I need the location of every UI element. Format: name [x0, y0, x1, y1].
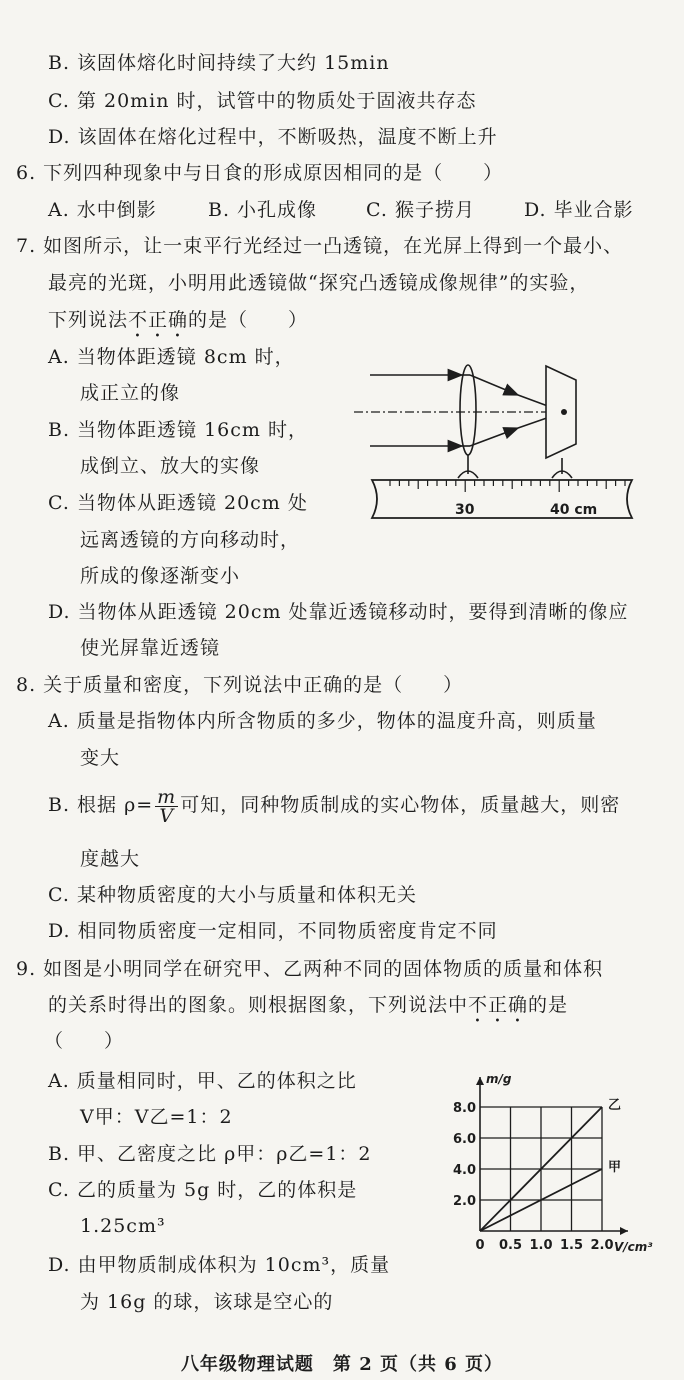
q7-option-d-line1: D. 当物体从距透镜 20cm 处靠近透镜移动时，要得到清晰的像应 — [48, 601, 629, 623]
mass-volume-chart — [440, 1060, 676, 1264]
q7-option-a-line2: 成正立的像 — [80, 382, 181, 404]
q5-option-b: B. 该固体熔化时间持续了大约 15min — [48, 52, 390, 74]
q9-option-b: B. 甲、乙密度之比 ρ甲：ρ乙=1：2 — [48, 1143, 372, 1165]
q6-option-b: B. 小孔成像 — [208, 199, 318, 221]
x-tick-label: 1.5 — [559, 1238, 584, 1253]
light-spot — [561, 409, 567, 415]
q7-option-c-line2: 远离透镜的方向移动时， — [80, 529, 301, 551]
q7-option-c-line3: 所成的像逐渐变小 — [80, 565, 241, 587]
x-axis-label: V/cm³ — [614, 1240, 653, 1254]
q7-stem-line2: 最亮的光斑，小明用此透镜做“探究凸透镜成像规律”的实验， — [48, 272, 590, 294]
q8-option-a-line2: 变大 — [80, 747, 121, 769]
q7-stem-line3: 下列说法不正确的是（ ） — [48, 309, 309, 331]
lens-figure — [350, 352, 650, 528]
q6-stem: 6. 下列四种现象中与日食的形成原因相同的是（ ） — [16, 162, 504, 184]
y-tick-label: 4.0 — [452, 1163, 476, 1178]
q9-option-c-line1: C. 乙的质量为 5g 时，乙的体积是 — [48, 1179, 358, 1201]
series-label: 甲 — [608, 1160, 622, 1175]
q7-option-c-line1: C. 当物体从距透镜 20cm 处 — [48, 492, 308, 514]
q7-option-d-line2: 使光屏靠近透镜 — [80, 637, 221, 659]
q8-option-b-line2: 度越大 — [80, 848, 141, 870]
series-label: 乙 — [608, 1098, 622, 1113]
density-formula: $\frac{m}{V}$ — [157, 785, 177, 827]
x-tick-label: 2.0 — [590, 1238, 614, 1253]
q8-option-a-line1: A. 质量是指物体内所含物质的多少，物体的温度升高，则质量 — [48, 710, 597, 732]
x-axis-arrow — [620, 1227, 628, 1235]
q7-option-a-line1: A. 当物体距透镜 8cm 时， — [48, 346, 295, 368]
q9-stem-line1: 9. 如图是小明同学在研究甲、乙两种不同的固体物质的质量和体积 — [16, 958, 604, 980]
y-tick-label: 2.0 — [452, 1194, 476, 1209]
q8-stem: 8. 关于质量和密度，下列说法中正确的是（ ） — [16, 674, 464, 696]
ruler-ticks — [390, 480, 625, 492]
x-tick-label: 0 — [475, 1238, 485, 1253]
q9-emphasis: 不正确 — [468, 994, 529, 1016]
ruler-label-40: 40 cm — [550, 502, 598, 518]
y-tick-label: 8.0 — [452, 1101, 476, 1116]
page-footer: 八年级物理试题 第 2 页（共 6 页） — [180, 1354, 504, 1375]
q7-stem-line1: 7. 如图所示，让一束平行光经过一凸透镜，在光屏上得到一个最小、 — [16, 235, 624, 257]
q5-option-d: D. 该固体在熔化过程中，不断吸热，温度不断上升 — [48, 126, 498, 148]
y-axis-label: m/g — [486, 1072, 512, 1086]
q5-option-c: C. 第 20min 时，试管中的物质处于固液共存态 — [48, 90, 477, 112]
x-tick-label: 0.5 — [498, 1238, 523, 1253]
q9-stem-line2: 的关系时得出的图象。则根据图象，下列说法中不正确的是 — [48, 994, 569, 1016]
q9-option-d-line2: 为 16g 的球，该球是空心的 — [80, 1291, 334, 1313]
q7-option-b-line2: 成倒立、放大的实像 — [80, 455, 261, 477]
ruler-label-30: 30 — [455, 502, 475, 518]
convex-lens — [460, 365, 476, 455]
q6-option-a: A. 水中倒影 — [48, 199, 157, 221]
q7-option-b-line1: B. 当物体距透镜 16cm 时， — [48, 419, 308, 441]
y-tick-label: 6.0 — [452, 1132, 476, 1147]
q8-option-d: D. 相同物质密度一定相同，不同物质密度肯定不同 — [48, 920, 498, 942]
q9-option-a-line2: V甲：V乙=1：2 — [80, 1106, 233, 1128]
q8-option-c: C. 某种物质密度的大小与质量和体积无关 — [48, 884, 417, 906]
q9-stem-line3: （ ） — [44, 1030, 125, 1052]
x-tick-label: 1.0 — [529, 1238, 553, 1253]
q9-option-c-line2: 1.25cm³ — [80, 1215, 166, 1237]
q6-option-d: D. 毕业合影 — [524, 199, 634, 221]
y-axis-arrow — [476, 1077, 484, 1085]
q7-emphasis: 不正确 — [128, 309, 189, 331]
q6-option-c: C. 猴子捞月 — [366, 199, 475, 221]
q9-option-d-line1: D. 由甲物质制成体积为 10cm³，质量 — [48, 1254, 391, 1276]
q9-option-a-line1: A. 质量相同时，甲、乙的体积之比 — [48, 1070, 357, 1092]
q8-option-b-line1: B. 根据 ρ= $\frac{m}{V}$ 可知，同种物质制成的实心物体，质量越大，则密 — [48, 785, 621, 827]
